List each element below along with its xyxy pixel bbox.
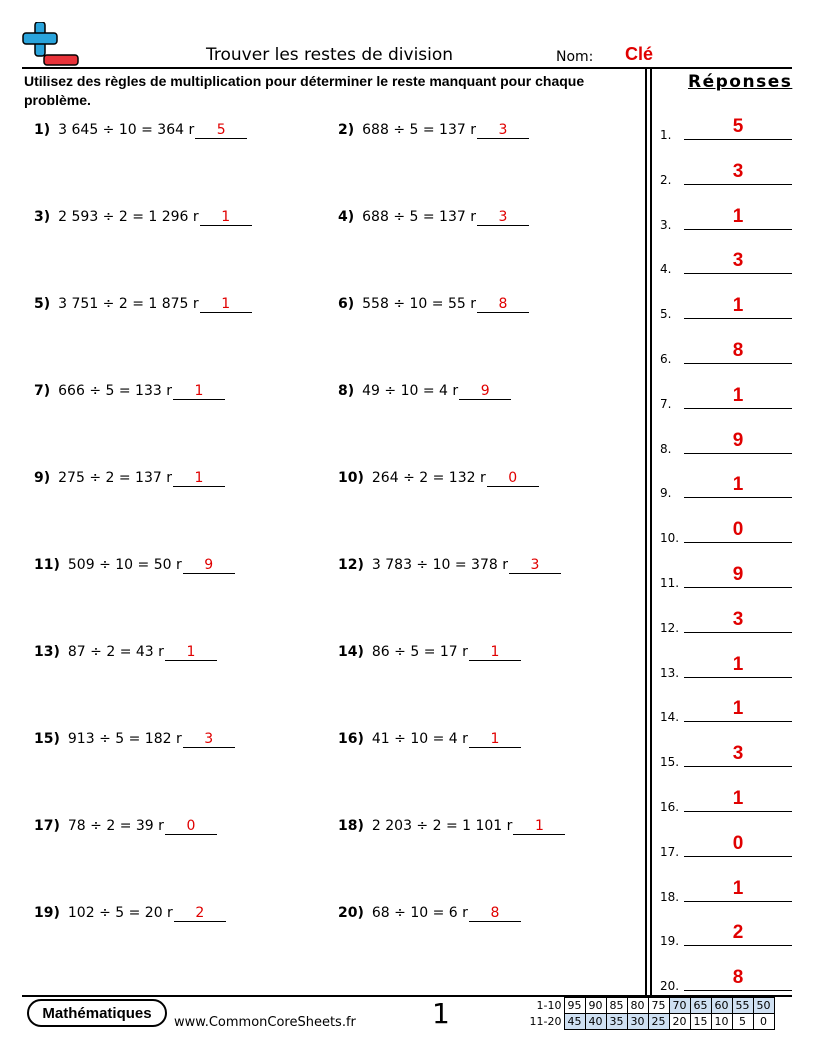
answer-line (684, 139, 792, 140)
problem-number: 12) (338, 557, 364, 573)
answer-value[interactable]: 3 (732, 160, 744, 182)
problem-number: 13) (34, 644, 60, 660)
score-row-label: 1-10 (536, 999, 562, 1012)
score-cell: 25 (648, 1014, 669, 1030)
answer-blank[interactable]: 1 (469, 644, 521, 661)
answer-number: 3. (660, 217, 672, 232)
answer-number: 2. (660, 172, 672, 187)
problem (34, 470, 225, 487)
score-row-label: 11-20 (529, 1015, 562, 1028)
problem-text: 68 ÷ 10 = 6 r (371, 905, 468, 921)
problem-text: 78 ÷ 2 = 39 r (67, 818, 164, 834)
problem-text: 275 ÷ 2 = 137 r (58, 470, 172, 486)
problem-text: 509 ÷ 10 = 50 r (67, 557, 182, 573)
score-cell: 70 (669, 998, 690, 1014)
answer-blank[interactable]: 1 (469, 731, 521, 748)
answer-row (660, 246, 792, 276)
answer-value[interactable]: 9 (732, 429, 744, 451)
problem-text: 264 ÷ 2 = 132 r (371, 470, 486, 486)
answer-row (660, 829, 792, 859)
problem (338, 818, 565, 835)
answer-row (660, 112, 792, 142)
answer-number: 6. (660, 352, 672, 366)
problem-number: 16) (338, 731, 364, 747)
score-cell: 55 (732, 998, 753, 1014)
answer-blank[interactable]: 8 (469, 905, 521, 922)
answer-row (660, 560, 792, 590)
problem-text: 86 ÷ 5 = 17 r (371, 644, 468, 660)
answer-number: 14. (660, 710, 680, 725)
answer-number: 1. (660, 128, 672, 142)
problem (338, 383, 511, 400)
answer-number: 4. (660, 262, 672, 277)
answer-row (660, 515, 792, 545)
problem-text: 49 ÷ 10 = 4 r (362, 383, 459, 399)
problem-text: 2 203 ÷ 2 = 1 101 r (371, 818, 513, 834)
answer-line (684, 721, 792, 722)
answer-blank[interactable]: 3 (509, 557, 561, 574)
problem (34, 209, 252, 226)
problem (338, 470, 539, 487)
answer-value[interactable]: 9 (732, 564, 744, 585)
answer-number: 16. (660, 800, 680, 814)
answer-blank[interactable]: 1 (173, 470, 225, 487)
answer-line (684, 318, 792, 319)
problem (338, 557, 561, 574)
answer-value[interactable]: 1 (732, 877, 744, 899)
answer-row (660, 784, 792, 814)
problem-number: 11) (34, 557, 60, 573)
score-cell: 40 (585, 1014, 606, 1030)
score-cell: 75 (648, 998, 669, 1014)
answer-blank[interactable]: 1 (165, 644, 217, 661)
answer-blank[interactable]: 2 (174, 905, 226, 922)
answer-value[interactable]: 0 (732, 832, 744, 854)
problem-number: 4) (338, 209, 355, 225)
problem-text: 913 ÷ 5 = 182 r (67, 731, 182, 747)
answer-line (684, 497, 792, 498)
problem-text: 688 ÷ 5 = 137 r (362, 122, 476, 138)
problem-number: 5) (34, 296, 51, 312)
answer-blank[interactable]: 3 (477, 209, 529, 226)
instructions: Utilisez des règles de multiplication pour déterminer le reste manquant pour chaque problème. (24, 73, 585, 108)
problem (34, 644, 217, 661)
problem (338, 905, 521, 922)
brand-badge: Mathématiques (27, 999, 167, 1027)
problem-number: 3) (34, 209, 51, 225)
answer-value[interactable]: 8 (732, 340, 744, 361)
answer-number: 12. (660, 620, 680, 635)
answer-number: 8. (660, 441, 672, 456)
answer-line (684, 677, 792, 678)
answer-line (684, 632, 792, 633)
problem (338, 296, 529, 313)
score-cell: 85 (606, 998, 627, 1014)
page-title: Trouver les restes de division (206, 45, 454, 65)
answer-row (660, 963, 792, 993)
answer-line (684, 229, 792, 230)
answer-line (684, 408, 792, 409)
problem-number: 7) (34, 383, 51, 399)
answer-number: 15. (660, 755, 680, 770)
answer-number: 5. (660, 307, 672, 322)
problem-number: 1) (34, 122, 51, 138)
problem (34, 905, 226, 922)
score-cell: 10 (711, 1014, 732, 1030)
problem (34, 383, 225, 400)
answer-line (684, 945, 792, 946)
problem-text: 3 645 ÷ 10 = 364 r (58, 122, 195, 138)
problem-text: 558 ÷ 10 = 55 r (362, 296, 476, 312)
answer-value[interactable]: 5 (732, 116, 744, 137)
problem-number: 15) (34, 731, 60, 747)
answer-number: 11. (660, 576, 680, 590)
problem-text: 87 ÷ 2 = 43 r (67, 644, 164, 660)
answer-line (684, 856, 792, 857)
answer-value[interactable]: 3 (732, 743, 744, 765)
problem-number: 8) (338, 383, 355, 399)
answer-blank[interactable]: 1 (173, 383, 225, 400)
answer-blank[interactable]: 1 (200, 296, 252, 313)
problem-number: 18) (338, 818, 364, 834)
answer-line (684, 990, 792, 991)
logo-plus-minus-icon (22, 22, 80, 68)
problem-text: 666 ÷ 5 = 133 r (58, 383, 172, 399)
answer-row (660, 650, 792, 680)
problem-text: 2 593 ÷ 2 = 1 296 r (58, 209, 199, 225)
problem (34, 818, 217, 835)
problem-text: 3 751 ÷ 2 = 1 875 r (58, 296, 199, 312)
answer-value[interactable]: 1 (732, 295, 744, 317)
problem (34, 296, 252, 313)
answer-blank[interactable]: 1 (200, 209, 252, 226)
answer-value[interactable]: 1 (732, 698, 744, 720)
answer-blank[interactable]: 8 (477, 296, 529, 313)
problem-number: 6) (338, 296, 355, 312)
problem-number: 19) (34, 905, 60, 921)
score-cell: 80 (627, 998, 648, 1014)
answer-value[interactable]: 0 (732, 519, 744, 541)
answer-value[interactable]: 3 (732, 608, 744, 630)
answer-number: 9. (660, 486, 672, 501)
answer-value[interactable]: 1 (732, 788, 744, 809)
answer-line (684, 811, 792, 812)
answer-row (660, 291, 792, 321)
score-cell: 35 (606, 1014, 627, 1030)
answer-value[interactable]: 1 (732, 474, 744, 496)
answer-value[interactable]: 1 (732, 384, 744, 406)
score-cell: 50 (753, 998, 774, 1014)
score-cell: 0 (753, 1014, 774, 1030)
score-cell: 5 (732, 1014, 753, 1030)
answer-panel-divider (645, 67, 647, 995)
problem-number: 10) (338, 470, 364, 486)
score-cell: 60 (711, 998, 732, 1014)
problem-number: 17) (34, 818, 60, 834)
problem (34, 557, 235, 574)
answer-line (684, 542, 792, 543)
answer-value[interactable]: 3 (732, 250, 744, 272)
answer-row (660, 918, 792, 948)
answer-row (660, 470, 792, 500)
score-cell: 95 (564, 998, 585, 1014)
answer-line (684, 901, 792, 902)
answer-number: 13. (660, 665, 680, 680)
answer-number: 20. (660, 979, 680, 994)
answer-blank[interactable]: 9 (459, 383, 511, 400)
answer-number: 17. (660, 844, 680, 859)
problem-text: 102 ÷ 5 = 20 r (67, 905, 173, 921)
score-cell: 15 (690, 1014, 711, 1030)
answer-line (684, 273, 792, 274)
answer-row (660, 874, 792, 904)
answer-blank[interactable]: 3 (183, 731, 235, 748)
answer-line (684, 184, 792, 185)
header-rule (22, 67, 792, 69)
answer-panel-divider (650, 67, 652, 995)
score-cell: 30 (627, 1014, 648, 1030)
problem (34, 731, 235, 748)
score-cell: 90 (585, 998, 606, 1014)
answer-key-label: Clé (625, 44, 654, 64)
problem (338, 731, 521, 748)
answer-blank[interactable]: 9 (183, 557, 235, 574)
answer-row (660, 202, 792, 232)
answers-title: Réponses (688, 72, 793, 92)
answer-blank[interactable]: 1 (513, 818, 565, 835)
answer-value[interactable]: 2 (732, 922, 744, 944)
score-cell: 65 (690, 998, 711, 1014)
problem-number: 2) (338, 122, 355, 138)
answer-number: 19. (660, 934, 680, 949)
answer-row (660, 605, 792, 635)
answer-blank[interactable]: 3 (477, 122, 529, 139)
score-cell: 45 (564, 1014, 585, 1030)
problem-number: 9) (34, 470, 51, 486)
problem (34, 122, 247, 139)
answer-blank[interactable]: 0 (487, 470, 539, 487)
problem-text: 41 ÷ 10 = 4 r (371, 731, 468, 747)
answer-line (684, 587, 792, 588)
name-label: Nom: (556, 49, 594, 65)
answer-number: 18. (660, 889, 680, 904)
problem-number: 14) (338, 644, 364, 660)
answer-value[interactable]: 1 (732, 653, 744, 675)
answer-row (660, 381, 792, 411)
problem-text: 688 ÷ 5 = 137 r (362, 209, 476, 225)
answer-line (684, 766, 792, 767)
problem-text: 3 783 ÷ 10 = 378 r (371, 557, 508, 573)
answer-value[interactable]: 8 (732, 967, 744, 989)
answer-blank[interactable]: 0 (165, 818, 217, 835)
answer-row (660, 694, 792, 724)
answer-row (660, 426, 792, 456)
answer-number: 7. (660, 396, 672, 411)
answer-line (684, 363, 792, 364)
problem (338, 644, 521, 661)
problem (338, 122, 529, 139)
score-cell: 20 (669, 1014, 690, 1030)
problem (338, 209, 529, 226)
page-number: 1 (432, 997, 450, 1030)
site-url: www.CommonCoreSheets.fr (174, 1015, 356, 1030)
answer-number: 10. (660, 531, 680, 546)
answer-blank[interactable]: 5 (195, 122, 247, 139)
answer-line (684, 453, 792, 454)
answer-row (660, 739, 792, 769)
answer-row (660, 157, 792, 187)
score-table (528, 997, 775, 1030)
problem-number: 20) (338, 905, 364, 921)
answer-row (660, 336, 792, 366)
answer-value[interactable]: 1 (732, 205, 744, 227)
